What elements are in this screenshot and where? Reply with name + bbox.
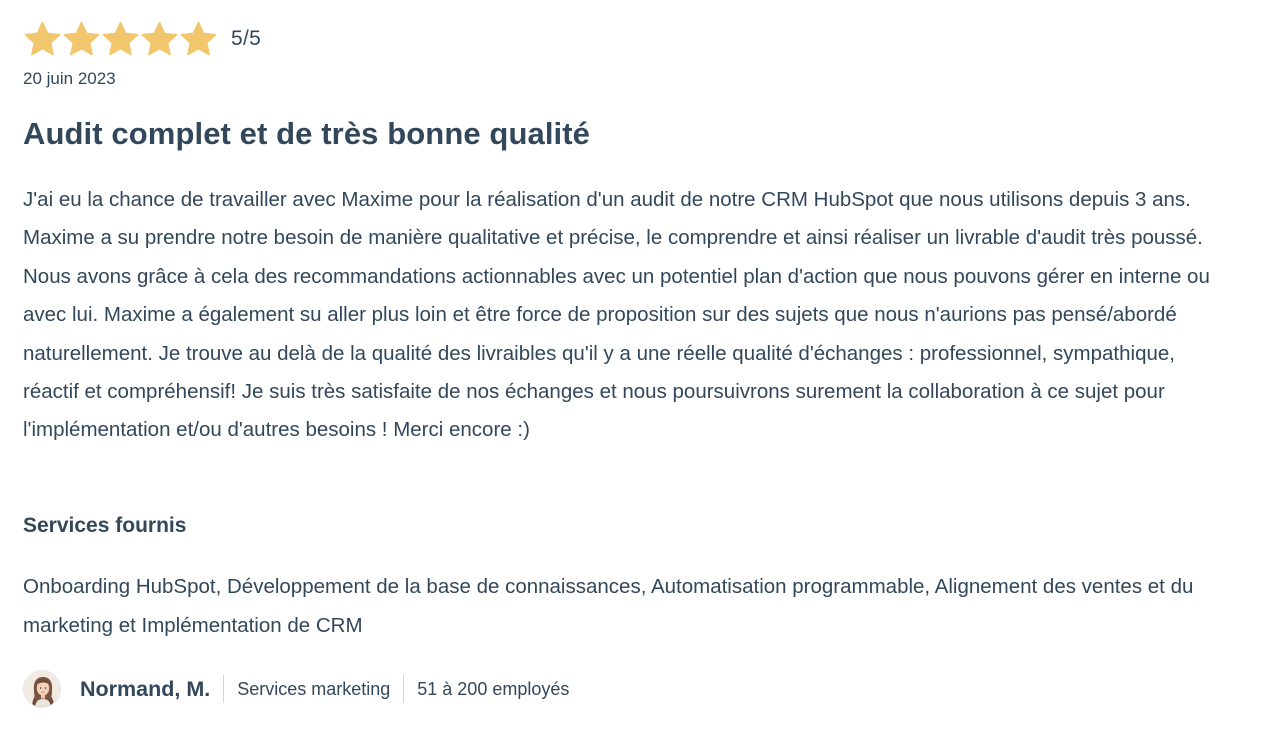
- services-heading: Services fournis: [23, 514, 187, 537]
- star-icon: [101, 20, 140, 59]
- meta-divider: [223, 675, 224, 703]
- review-date: 20 juin 2023: [23, 69, 116, 88]
- star-icon: [23, 20, 62, 59]
- rating-row: [23, 18, 261, 60]
- user-avatar-icon: [23, 670, 61, 708]
- services-list: Onboarding HubSpot, Développement de la base de connaissances, Automatisation programmable, Alignement des ventes et du marketing et Implémentation de CRM: [23, 575, 1194, 637]
- reviewer-industry: Services marketing: [237, 678, 391, 699]
- review-title: Audit complet et de très bonne qualité: [23, 116, 591, 151]
- reviewer-company-size: 51 à 200 employés: [417, 678, 570, 699]
- star-icon: [62, 20, 101, 59]
- star-icon: [140, 20, 179, 59]
- reviewer-name: Normand, M.: [80, 676, 211, 701]
- review-body: J'ai eu la chance de travailler avec Maxime pour la réalisation d'un audit de notre CRM HubSpot que nous utilisons depuis 3 ans. Maxime a su prendre notre besoin de manière qualitative et précise, le comprendre et ainsi réaliser un livrable d'audit très poussé. Nous avons grâce à cela des recommandations actionnables avec un potentiel plan d'action que nous pouvons gérer en interne ou avec lui. Maxime a également su aller plus loin et être force de proposition sur des sujets que nous n'aurions pas pensé/abordé naturellement. Je trouve au delà de la qualité des livraibles qu'il y a une réelle qualité d'échanges : professionnel, sympathique, réactif et compréhensif! Je suis très satisfaite de nos échanges et nous poursuivrons surement la collaboration à ce sujet pour l'implémentation et/ou d'autres besoins ! Merci encore :): [23, 188, 1210, 442]
- rating-value: 5/5: [231, 27, 262, 50]
- meta-divider: [403, 675, 404, 703]
- reviewer-info: [23, 669, 569, 709]
- star-rating: [23, 20, 218, 59]
- star-icon: [179, 20, 218, 59]
